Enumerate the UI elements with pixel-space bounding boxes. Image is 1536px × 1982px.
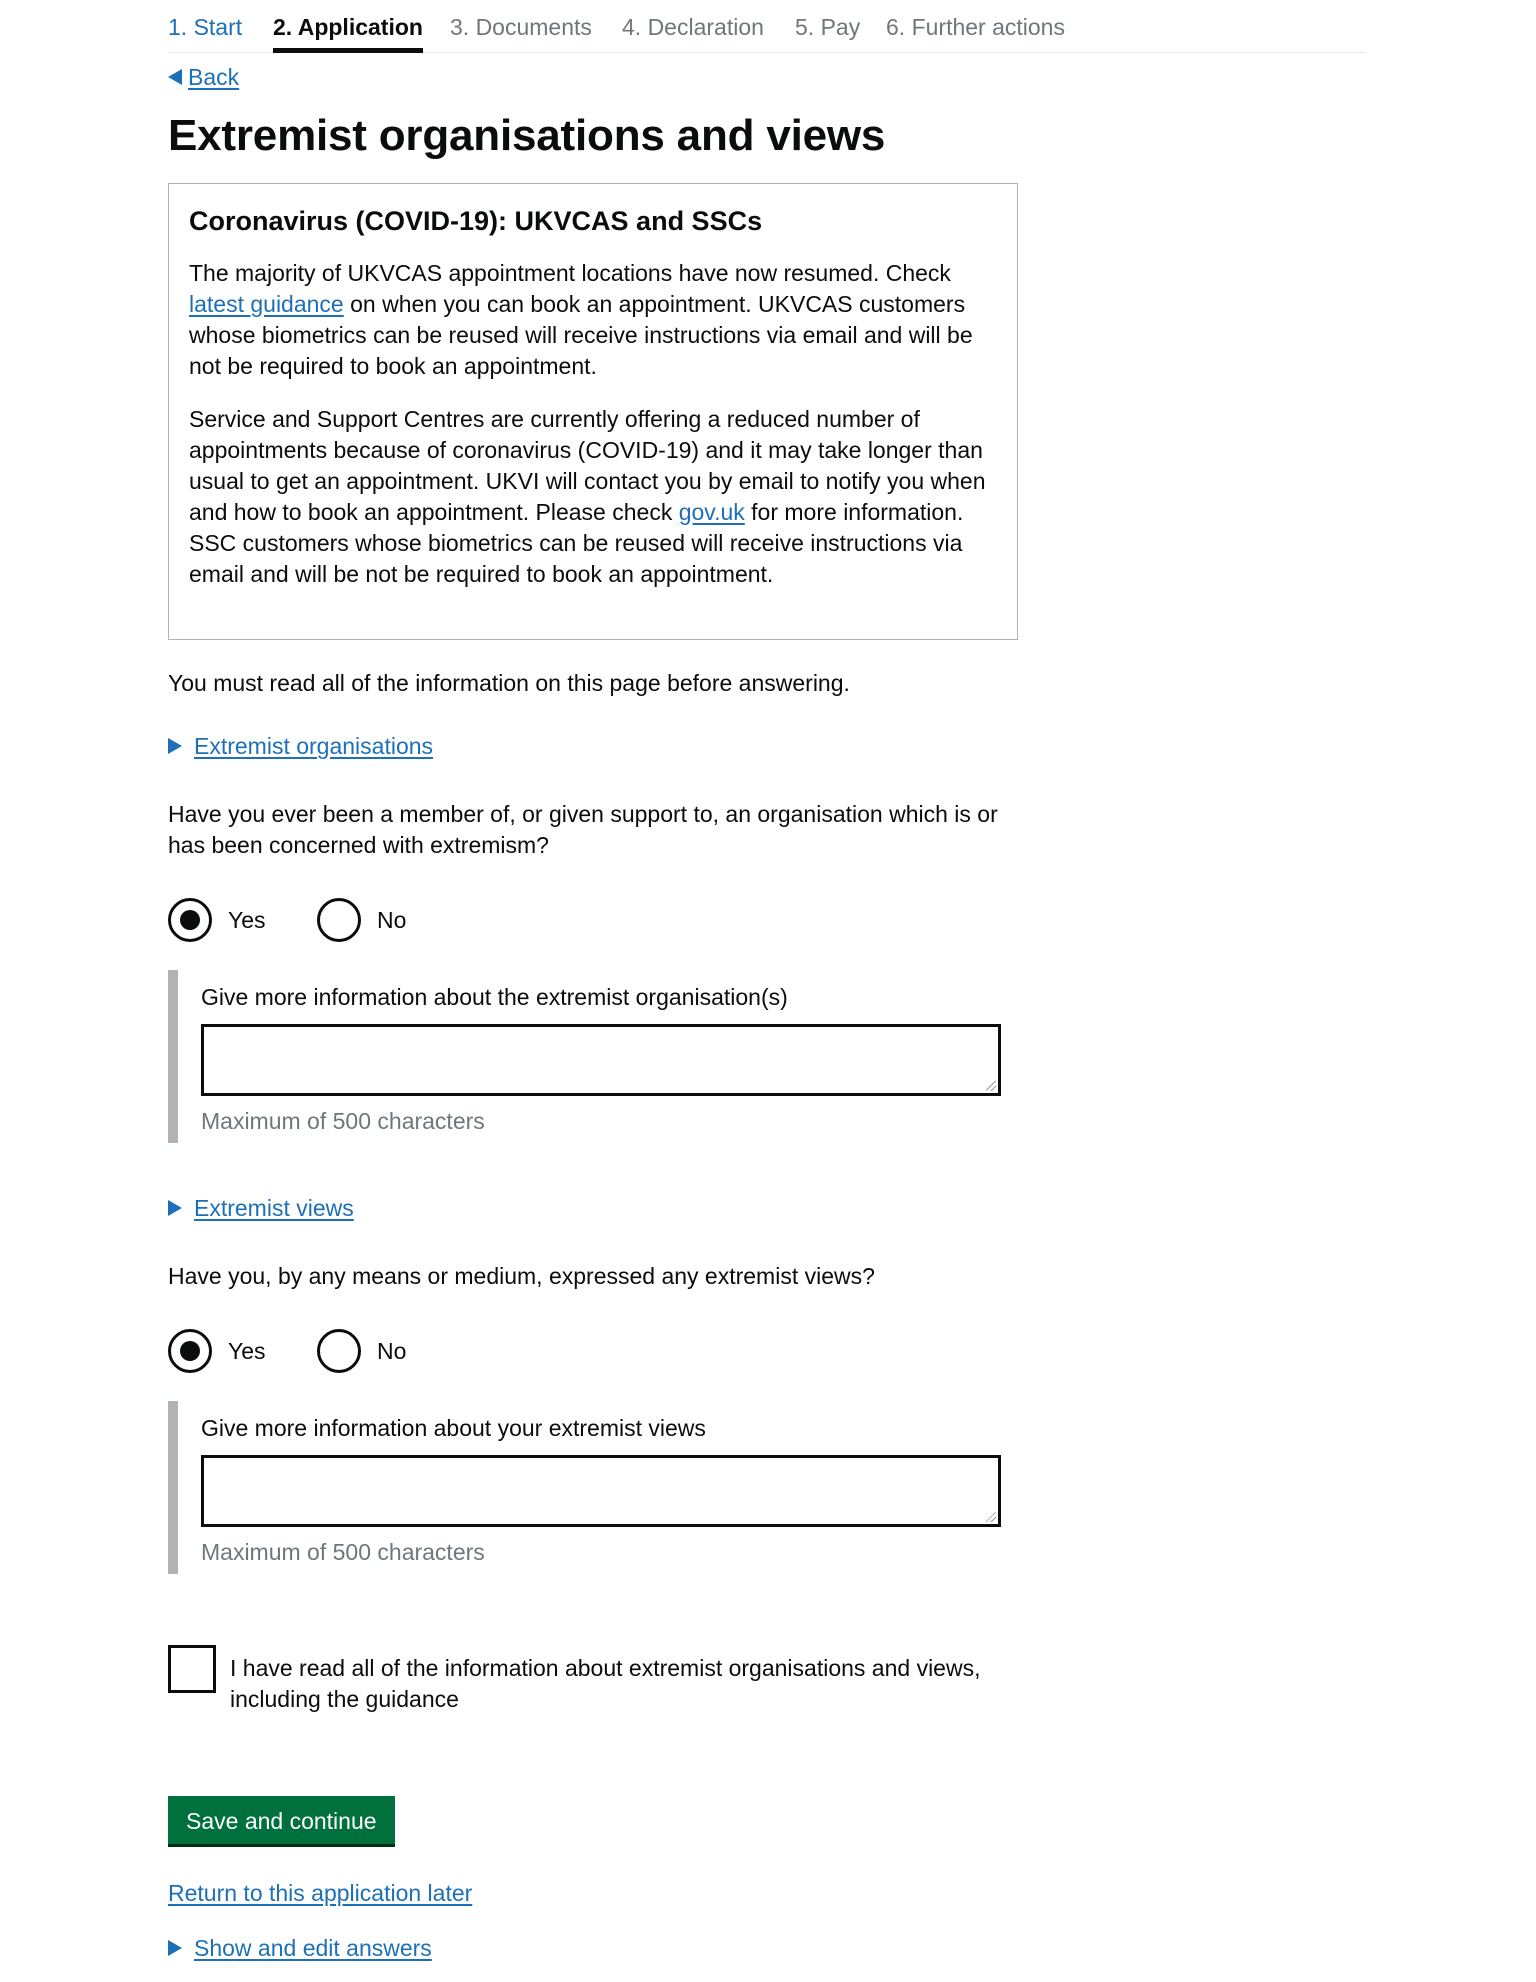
radio-unchecked-icon[interactable]: [317, 898, 361, 942]
step-further-actions: 6. Further actions: [886, 14, 1065, 40]
views-conditional-panel: [168, 1401, 1008, 1574]
latest-guidance-link[interactable]: latest guidance: [189, 291, 344, 317]
organisations-char-limit-hint: Maximum of 500 characters: [201, 1108, 485, 1134]
step-application: 2. Application: [273, 14, 423, 40]
step-start[interactable]: 1. Start: [168, 14, 243, 40]
notice-p2-text-start: Service and Support Centres are currently offering a reduced number of appointments because of coronavirus (COVID-19) and it may take longer than usual to get an appointment. UKVI will contact you by email to notify you when and how to book an appointment. Please check: [189, 406, 986, 525]
notice-paragraph-2: [189, 404, 997, 590]
views-char-limit-hint: Maximum of 500 characters: [201, 1539, 485, 1565]
radio-unchecked-icon[interactable]: [317, 1329, 361, 1373]
organisations-question: Have you ever been a member of, or given support to, an organisation which is or has been concerned with extremism?: [168, 801, 998, 858]
extremist-organisations-summary-link[interactable]: Extremist organisations: [194, 733, 434, 759]
back-link[interactable]: Back: [188, 64, 240, 90]
expand-triangle-icon: [168, 738, 182, 754]
step-pay: 5. Pay: [795, 14, 861, 40]
organisations-radio-group: [168, 895, 468, 945]
main-container: [168, 0, 1368, 1961]
extremist-organisations-details[interactable]: [168, 731, 433, 761]
views-question: Have you, by any means or medium, expressed any extremist views?: [168, 1263, 875, 1289]
back-link-container: [168, 62, 239, 92]
organisations-field-label: Give more information about the extremist organisation(s): [201, 984, 788, 1010]
extremist-views-summary-link[interactable]: Extremist views: [194, 1195, 354, 1221]
notice-heading: Coronavirus (COVID-19): UKVCAS and SSCs: [189, 206, 763, 236]
notice-p2-text-end: for more information. SSC customers whose biometrics can be reused will receive instructions via email and will be not be required to book an appointment.: [189, 499, 964, 587]
radio-label-yes: Yes: [228, 1338, 266, 1364]
step-documents: 3. Documents: [450, 14, 592, 40]
intro-text: You must read all of the information on this page before answering.: [168, 670, 850, 696]
organisations-conditional-panel: [168, 970, 1008, 1143]
return-later-link[interactable]: Return to this application later: [168, 1880, 473, 1906]
back-arrow-icon: [168, 69, 182, 85]
resize-handle-icon[interactable]: [986, 1512, 996, 1522]
views-radio-group: [168, 1326, 468, 1376]
extremist-views-details[interactable]: [168, 1193, 354, 1223]
show-answers-details[interactable]: [168, 1933, 432, 1963]
gov-uk-link[interactable]: gov.uk: [678, 499, 745, 525]
radio-checked-icon[interactable]: [168, 898, 212, 942]
notice-p1-text-start: The majority of UKVCAS appointment locations have now resumed. Check: [189, 260, 951, 286]
radio-label-yes: Yes: [228, 907, 266, 933]
read-confirmation-label: I have read all of the information about extremist organisations and views, including the guidance: [230, 1655, 981, 1712]
notice-p1-text-end: on when you can book an appointment. UKVCAS customers whose biometrics can be reused will receive instructions via email and will be not be required to book an appointment.: [189, 291, 973, 379]
radio-label-no: No: [377, 1338, 407, 1364]
save-and-continue-button[interactable]: Save and continue: [168, 1796, 395, 1844]
radio-label-no: No: [377, 907, 407, 933]
step-declaration: 4. Declaration: [622, 14, 764, 40]
notice-paragraph-1: [189, 258, 997, 382]
organisations-no-radio[interactable]: [317, 895, 406, 945]
views-field-label: Give more information about your extremist views: [201, 1415, 706, 1441]
checkbox-unchecked-icon[interactable]: [168, 1645, 216, 1693]
expand-triangle-icon: [168, 1940, 182, 1956]
page-title: Extremist organisations and views: [168, 111, 886, 160]
read-confirmation-checkbox[interactable]: [168, 1645, 990, 1715]
step-navigation: [168, 0, 1366, 53]
resize-handle-icon[interactable]: [986, 1081, 996, 1091]
radio-checked-icon[interactable]: [168, 1329, 212, 1373]
organisations-textarea[interactable]: [201, 1024, 1001, 1096]
expand-triangle-icon: [168, 1200, 182, 1216]
views-yes-radio[interactable]: [168, 1326, 266, 1376]
views-textarea[interactable]: [201, 1455, 1001, 1527]
show-edit-answers-link[interactable]: Show and edit answers: [194, 1935, 432, 1961]
covid-notice: [168, 183, 1018, 640]
views-no-radio[interactable]: [317, 1326, 406, 1376]
organisations-yes-radio[interactable]: [168, 895, 266, 945]
